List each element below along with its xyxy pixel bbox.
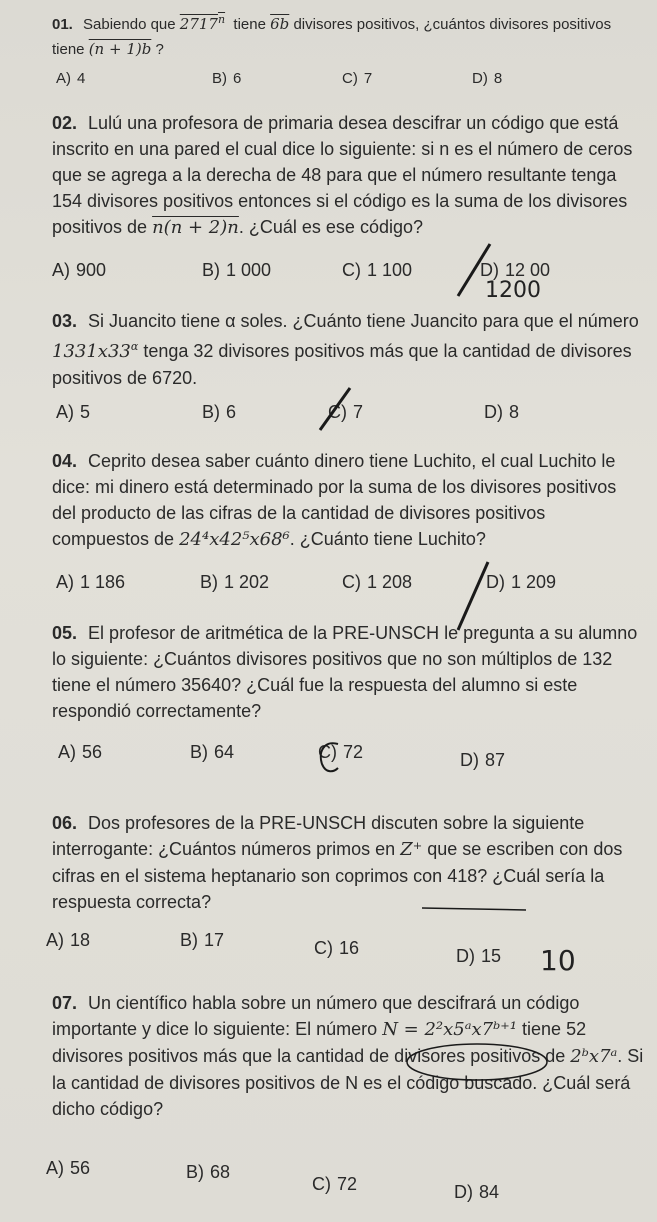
q5-option-d[interactable]: D) 87 — [460, 750, 506, 770]
q7-expression-circle-mark — [402, 1040, 552, 1084]
q5-option-c-circle-mark — [314, 738, 344, 776]
question-1-text: 01. Sabiendo que 2717$^n$ tiene 6b divisores positivos, ¿cuántos divisores positivos tiene (n + 1)b ? — [52, 13, 612, 58]
question-1 — [52, 8, 644, 87]
q6-handwritten-note: 10 — [540, 944, 576, 977]
question-4 — [52, 448, 644, 592]
q1-options — [52, 70, 644, 100]
question-3 — [52, 308, 644, 422]
q4-option-c[interactable]: C) 1 208 — [342, 572, 413, 592]
q7-options — [46, 1158, 644, 1202]
q1-option-c[interactable]: C) 7 — [342, 70, 373, 87]
q2-option-a[interactable]: A) 900 — [52, 260, 107, 280]
q4-option-d[interactable]: D) 1 209 — [486, 572, 557, 592]
q1-num-expr: 2717$^n$ — [179, 13, 226, 33]
q5-option-a[interactable]: A) 56 — [58, 742, 103, 762]
q3-option-a[interactable]: A) 5 — [56, 402, 91, 422]
question-6-text: 06. Dos profesores de la PRE-UNSCH discuten sobre la siguiente interrogante: ¿Cuántos números primos en Z⁺ que se escriben con dos cifras en el sistema heptanario son coprimos con 418? ¿Cuál sería la respuesta correcta? — [52, 813, 623, 912]
q6-option-c[interactable]: C) 16 — [314, 938, 360, 958]
question-5-text: 05. El profesor de aritmética de la PRE-UNSCH le pregunta a su alumno lo siguiente: ¿Cuántos divisores positivos que no son múltiplos de 132 tiene el número 35640? ¿Cuál fue la respuesta del alumno si este respondió correctamente? — [52, 623, 638, 721]
q3-option-c[interactable]: C) 7 — [328, 402, 364, 422]
question-3-text: 03. Si Juancito tiene α soles. ¿Cuánto tiene Juancito para que el número $1331x33^\alpha$ tenga 32 divisores positivos más que la cantidad de divisores positivos de 6720. — [52, 311, 639, 388]
q3-option-b[interactable]: B) 6 — [202, 402, 237, 422]
q5-options — [52, 742, 644, 772]
q6-option-b[interactable]: B) 17 — [180, 930, 225, 950]
q2-option-b[interactable]: B) 1 000 — [202, 260, 272, 280]
q3-option-d[interactable]: D) 8 — [484, 402, 520, 422]
q4-options — [52, 572, 644, 602]
q7-option-a[interactable]: A) 56 — [46, 1158, 91, 1178]
q6-underline-mark — [420, 900, 530, 914]
q4-option-a[interactable]: A) 1 186 — [56, 572, 126, 592]
question-7-text: 07. Un científico habla sobre un número que descifrará un código importante y dice lo siguiente: El número N = 2²x5ᵃx7ᵇ⁺¹ tiene 52 divisores positivos más que la cantidad de divisores positivos de 2ᵇx7ᵃ. Si la cantidad de divisores positivos de N es el código buscado. ¿Cuál será dicho código? — [52, 993, 644, 1119]
q7-option-d[interactable]: D) 84 — [454, 1182, 500, 1202]
q3-answer-slash-mark — [312, 384, 362, 434]
q5-option-b[interactable]: B) 64 — [190, 742, 235, 762]
question-4-text: 04. Ceprito desea saber cuánto dinero tiene Luchito, el cual Luchito le dice: mi dinero está determinado por la suma de los divisores positivos del producto de las cifras de la cantidad de divisores positivos compuestos de 24⁴x42⁵x68⁶. ¿Cuánto tiene Luchito? — [52, 451, 617, 550]
q2-options — [52, 260, 644, 290]
question-7 — [46, 990, 644, 1202]
question-2 — [52, 110, 644, 280]
q5-option-c[interactable]: C) 72 — [318, 742, 364, 762]
q3-expr: $1331x33^\alpha$ — [52, 340, 139, 362]
question-2-text: 02. Lulú una profesora de primaria desea descifrar un código que está inscrito en una pared el cual dice lo siguiente: si n es el número de ceros que se agrega a la derecha de 48 para que el número resultante tenga 154 divisores positivos entonces si el código es la suma de los divisores positivos de n(n + 2)n. ¿Cuál es ese código? — [52, 113, 633, 238]
q7-option-b[interactable]: B) 68 — [186, 1162, 231, 1182]
q1-option-b[interactable]: B) 6 — [212, 70, 242, 87]
q1-option-a[interactable]: A) 4 — [56, 70, 86, 87]
q7-option-c[interactable]: C) 72 — [312, 1174, 358, 1194]
question-5 — [52, 620, 644, 770]
q2-handwritten-note: 1200 — [485, 278, 541, 303]
q4-option-b[interactable]: B) 1 202 — [200, 572, 270, 592]
q1-option-d[interactable]: D) 8 — [472, 70, 503, 87]
q2-option-d[interactable]: D) 12 00 — [480, 260, 551, 280]
q6-option-d[interactable]: D) 15 — [456, 946, 502, 966]
q6-option-a[interactable]: A) 18 — [46, 930, 91, 950]
q2-option-c[interactable]: C) 1 100 — [342, 260, 413, 280]
